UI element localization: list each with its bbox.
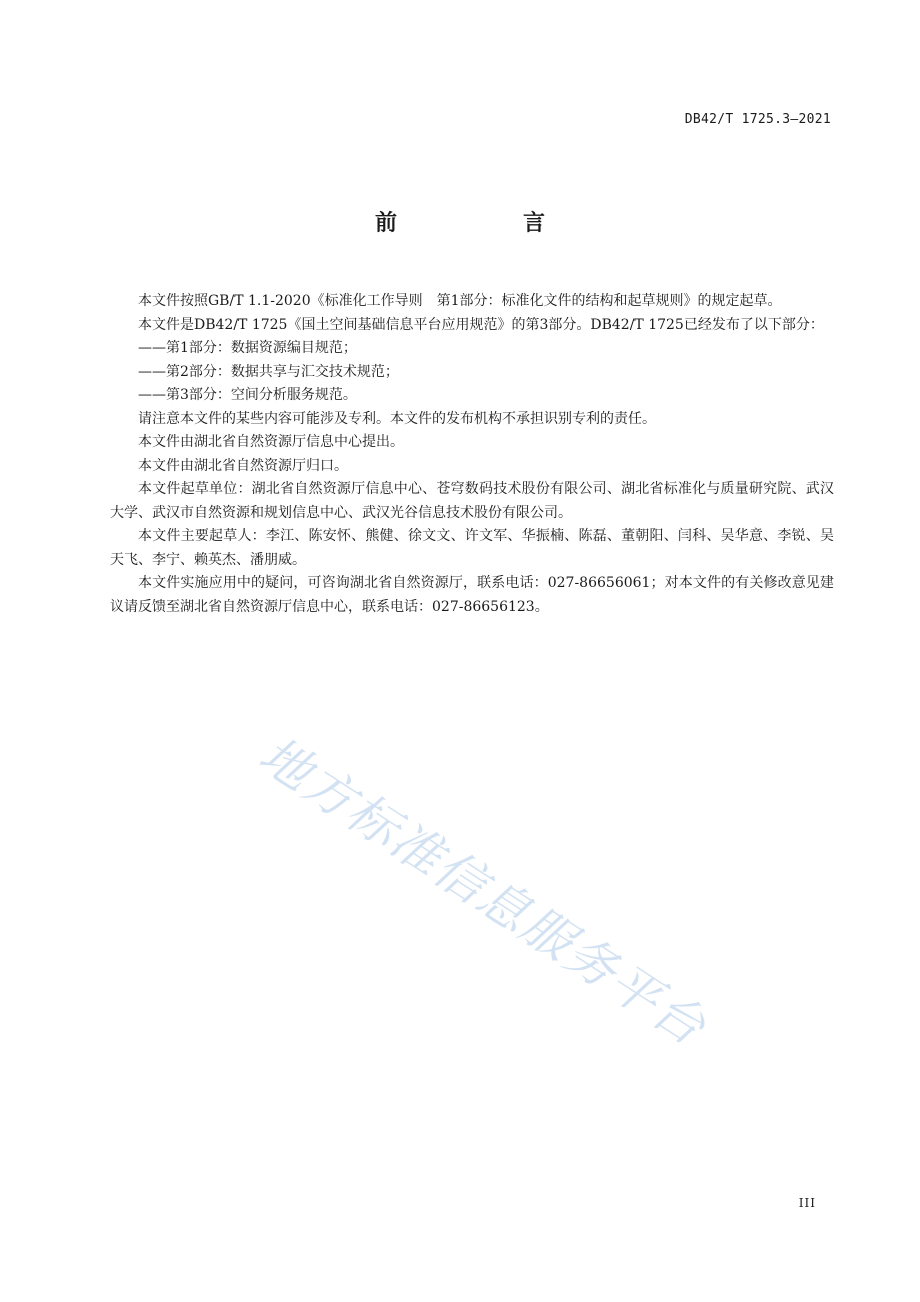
list-item-part-3: ——第3部分：空间分析服务规范。 (138, 387, 357, 403)
foreword-content (110, 290, 834, 619)
paragraph-drafting-rules: 本文件按照GB/T 1.1-2020《标准化工作导则 第1部分：标准化文件的结构和起草规则》的规定起草。 (138, 293, 782, 309)
page-number: III (798, 1196, 816, 1210)
list-item-part-1: ——第1部分：数据资源编目规范； (138, 340, 357, 356)
paragraph-patent-notice: 请注意本文件的某些内容可能涉及专利。本文件的发布机构不承担识别专利的责任。 (138, 410, 656, 427)
paragraph-drafting-units: 本文件起草单位：湖北省自然资源厅信息中心、苍穹数码技术股份有限公司、湖北省标准化与质量研究院、武汉大学、武汉市自然资源和规划信息中心、武汉光谷信息技术股份有限公司。 (110, 481, 834, 521)
paragraph-drafters: 本文件主要起草人：李江、陈安怀、熊健、徐文文、许文军、华振楠、陈磊、董朝阳、闫科、吴华意、李锐、吴天飞、李宁、赖英杰、潘朋威。 (110, 528, 834, 568)
paragraph-proposer: 本文件由湖北省自然资源厅信息中心提出。 (138, 434, 404, 450)
paragraph-contact: 本文件实施应用中的疑问，可咨询湖北省自然资源厅，联系电话：027-86656061；对本文件的有关修改意见建议请反馈至湖北省自然资源厅信息中心，联系电话：027-86656123。 (110, 575, 834, 615)
watermark: 地方标准信息服务平台 (248, 725, 717, 1058)
document-code: DB42/T 1725.3—2021 (684, 112, 831, 127)
paragraph-administrator: 本文件由湖北省自然资源厅归口。 (138, 457, 348, 474)
paragraph-series-intro: 本文件是DB42/T 1725《国土空间基础信息平台应用规范》的第3部分。DB42/T 1725已经发布了以下部分： (138, 316, 824, 333)
list-item-part-2: ——第2部分：数据共享与汇交技术规范； (138, 363, 399, 380)
page-title: 前 言 (374, 211, 597, 236)
